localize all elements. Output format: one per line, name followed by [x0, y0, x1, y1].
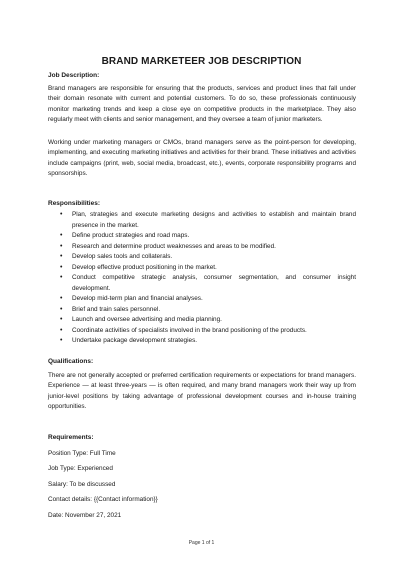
salary-line: Salary: To be discussed	[48, 481, 116, 488]
page-number: Page 1 of 1	[188, 540, 215, 546]
list-item: • Launch and oversee advertising and media planning.	[48, 315, 356, 326]
list-item: • Develop sales tools and collaterals.	[48, 252, 356, 263]
list-item: • Plan, strategies and execute marketing designs and activities to establish and maintain brand presence in the market.	[48, 210, 356, 231]
list-item: • Develop effective product positioning in the market.	[48, 263, 356, 274]
list-item: • Define product strategies and road maps.	[48, 231, 356, 242]
job-type-line: Job Type: Experienced	[48, 465, 113, 472]
list-item: • Undertake package development strategies.	[48, 336, 356, 347]
list-item: • Coordinate activities of specialists involved in the brand positioning of the products.	[48, 326, 356, 337]
list-item: • Develop mid-term plan and financial analyses.	[48, 294, 356, 305]
list-item: • Research and determine product weaknesses and areas to be modified.	[48, 242, 356, 253]
qualifications-heading: Qualifications:	[48, 358, 94, 365]
date-line: Date: November 27, 2021	[48, 512, 122, 519]
document-title: BRAND MARKETEER JOB DESCRIPTION	[101, 56, 302, 67]
job-description-heading: Job Description:	[48, 72, 100, 79]
list-item: • Conduct competitive strategic analysis, consumer segmentation, and consumer insight development.	[48, 273, 356, 294]
responsibilities-list	[48, 210, 356, 347]
contact-details-line: Contact details: {{Contact information}}	[48, 496, 158, 503]
position-type-line: Position Type: Full Time	[48, 450, 116, 457]
qualifications-paragraph: There are not generally accepted or preferred certification requirements or expectations for brand managers. Experience — at least three-years — is often required, and many brand managers work their way up from junior-level positions by taking advantage of professional development courses and in-house training opportunities.	[48, 372, 356, 411]
job-description-paragraph-1: Brand managers are responsible for ensuring that the products, services and product lines that fall under their domain resonate with current and potential customers. To do so, these professionals continuously monitor marketing trends and keep a close eye on competitive products in the marketplace. They also regularly meet with clients and senior management, and they oversee a team of junior marketers.	[48, 85, 356, 124]
requirements-heading: Requirements:	[48, 434, 94, 441]
responsibilities-heading: Responsibilities:	[48, 200, 101, 207]
job-description-paragraph-2: Working under marketing managers or CMOs, brand managers serve as the point-person for developing, implementing, and executing marketing initiatives and activities for their brand. These initiatives and activities include campaigns (print, web, social media, broadcast, etc.), events, corporate responsibility programs and sponsorships.	[48, 139, 356, 178]
list-item: • Brief and train sales personnel.	[48, 305, 356, 316]
